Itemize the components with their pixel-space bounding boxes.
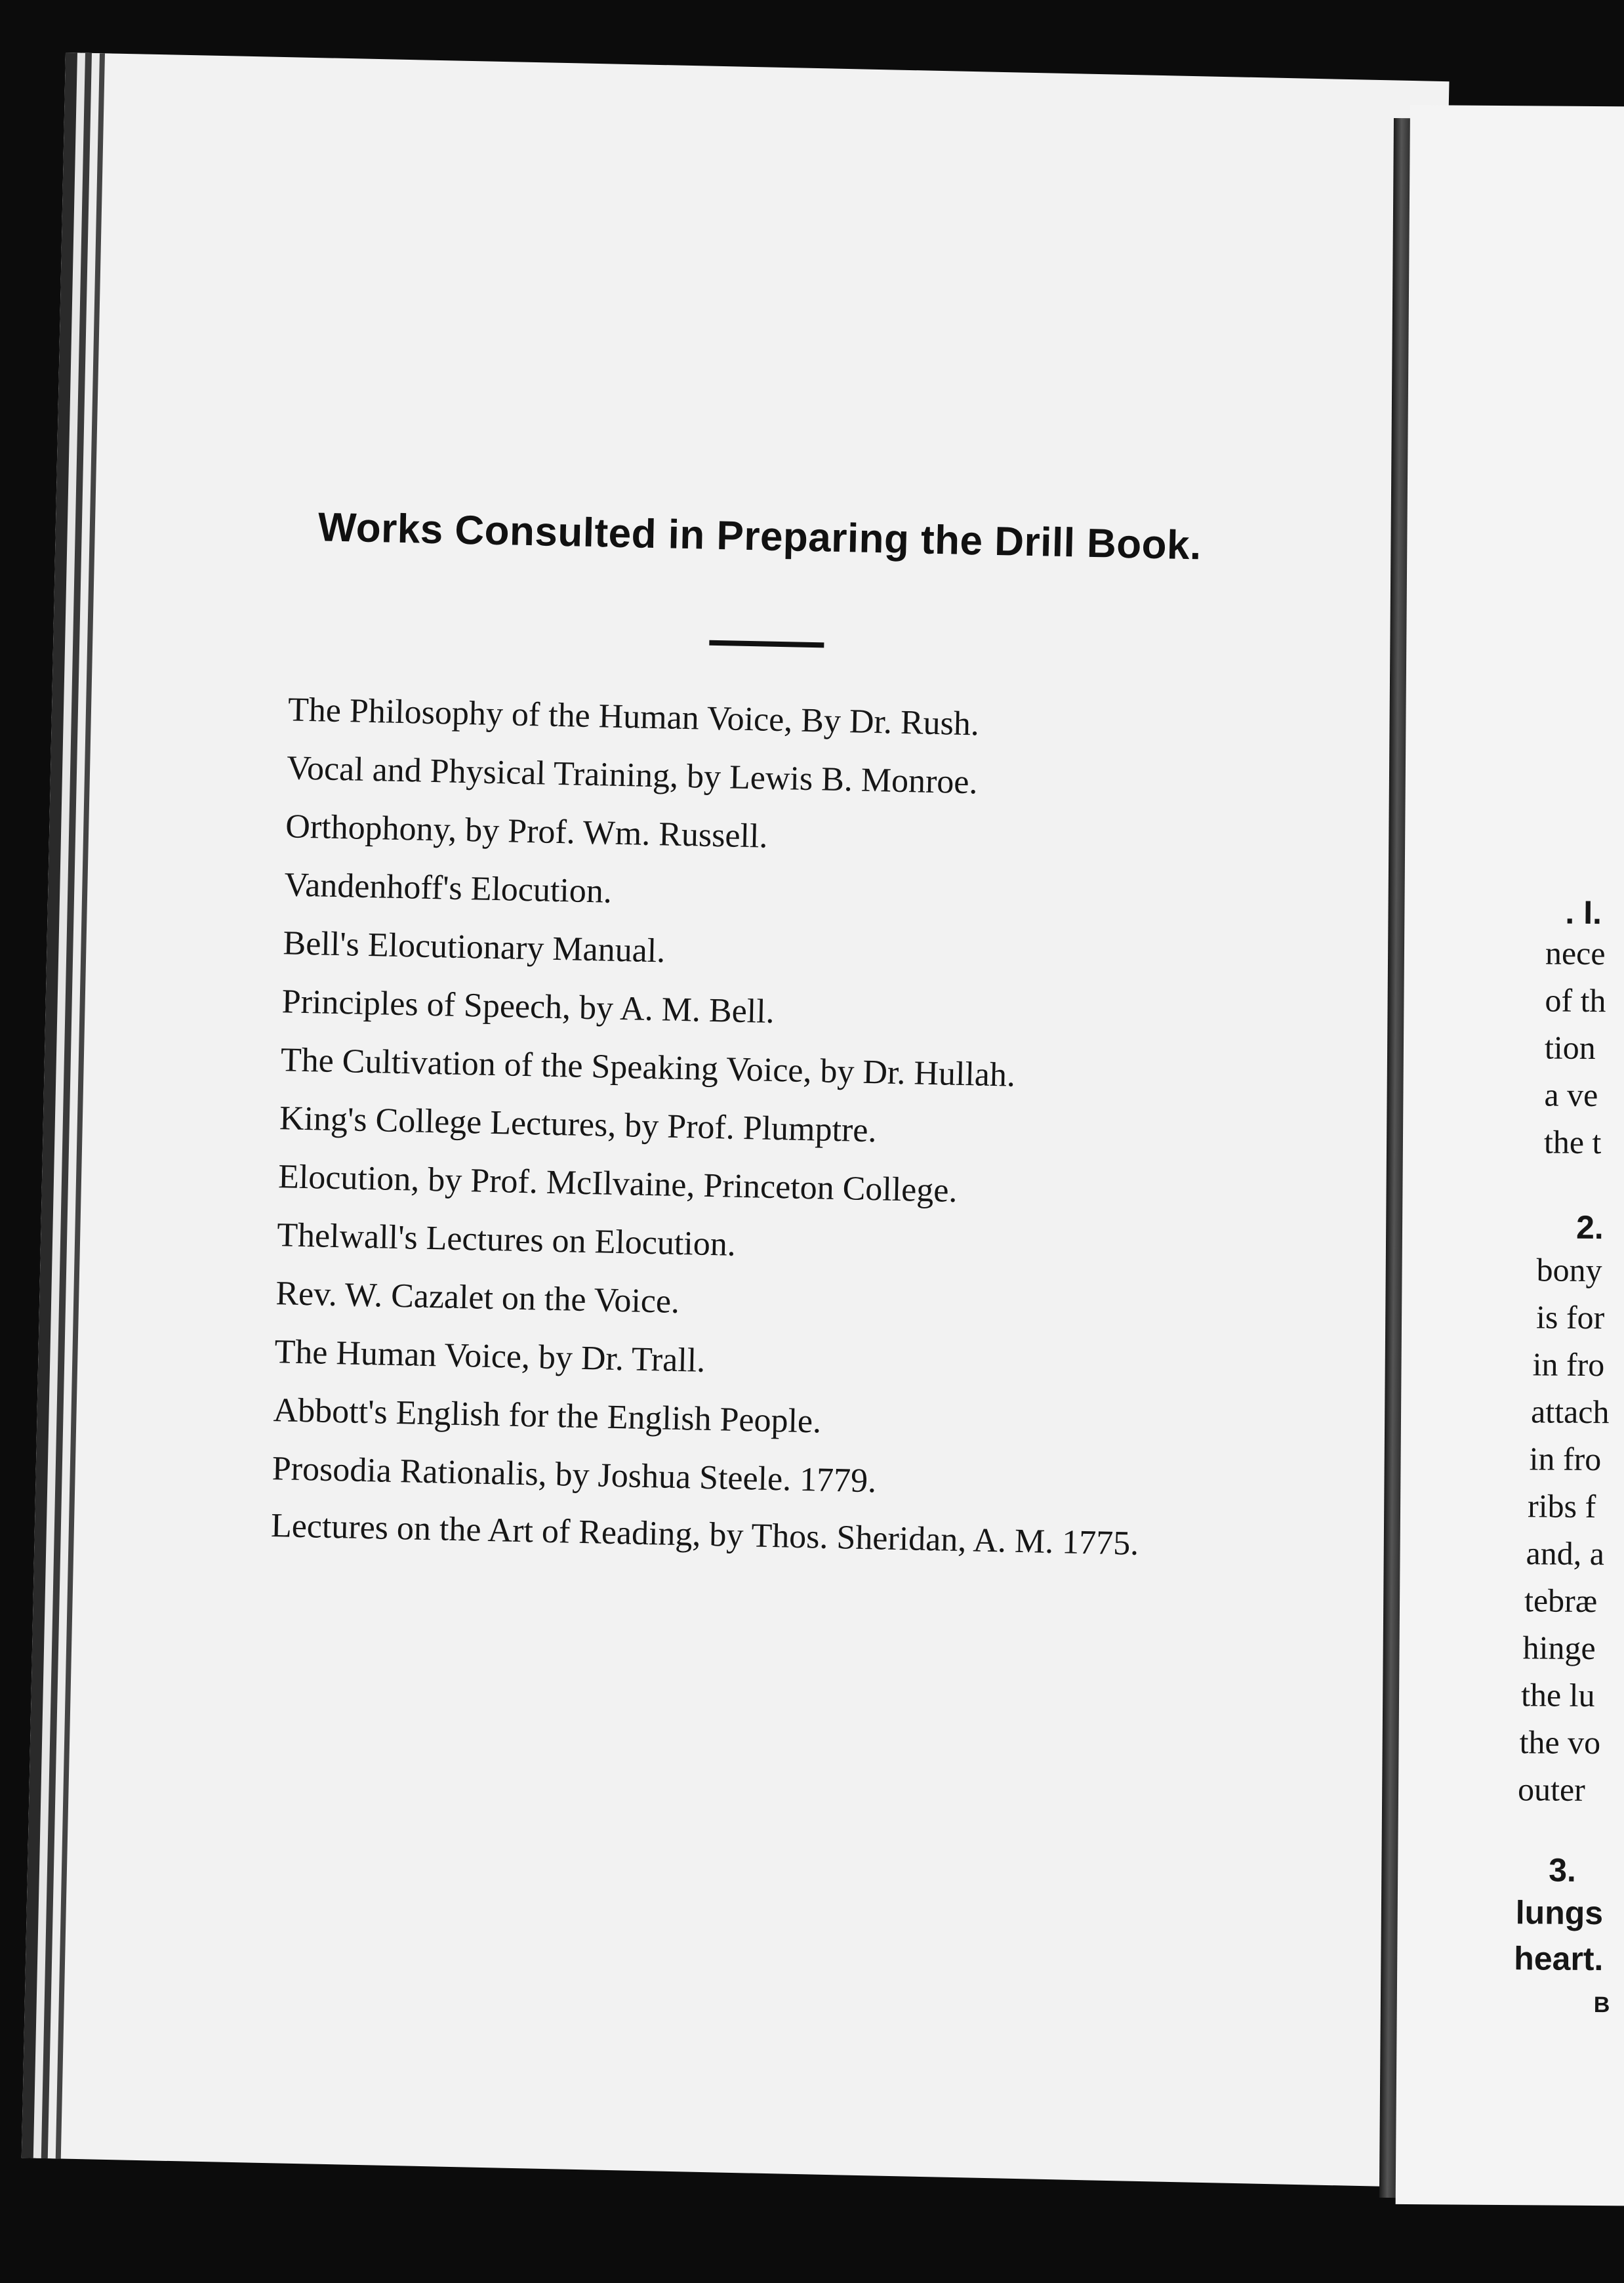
list-item: The Philosophy of the Human Voice, By Dr. Rush.: [287, 691, 980, 743]
list-item: Abbott's English for the English People.: [273, 1391, 822, 1441]
right-page: [1396, 105, 1624, 2206]
left-page: [22, 52, 1450, 2187]
right-page-fragment: the lu: [1520, 1676, 1595, 1714]
list-item: The Cultivation of the Speaking Voice, by Dr. Hullah.: [280, 1041, 1016, 1094]
list-item: Vocal and Physical Training, by Lewis B. Monroe.: [286, 749, 979, 802]
list-item: Lectures on the Art of Reading, by Thos. Sheridan, A. M. 1775.: [270, 1507, 1139, 1563]
right-page-fragment: the vo: [1519, 1723, 1601, 1761]
right-page-fragment: in fro: [1529, 1440, 1602, 1478]
right-page-fragment: tebræ: [1524, 1582, 1598, 1620]
right-page-fragment: in fro: [1532, 1346, 1605, 1384]
right-page-fragment: a ve: [1544, 1076, 1598, 1114]
list-item: Thelwall's Lectures on Elocution.: [276, 1216, 737, 1264]
right-page-fragment: of th: [1545, 981, 1606, 1019]
works-list: [270, 680, 1272, 1568]
right-page-fragment: outer: [1517, 1771, 1586, 1808]
list-item: Principles of Speech, by A. M. Bell.: [281, 983, 775, 1031]
right-page-fragment: . I.: [1565, 894, 1602, 932]
right-page-fragment: heart.: [1514, 1940, 1604, 1978]
right-page-fragment: 2.: [1575, 1208, 1604, 1246]
right-page-fragment: nece: [1545, 934, 1606, 972]
list-item: Prosodia Rationalis, by Joshua Steele. 1779.: [272, 1450, 877, 1500]
right-page-fragment: is for: [1535, 1298, 1605, 1336]
right-page-fragment: hinge: [1522, 1629, 1596, 1667]
right-page-fragment: attach: [1530, 1393, 1610, 1431]
list-item: Vandenhoff's Elocution.: [283, 866, 613, 911]
page-title: Works Consulted in Preparing the Drill Book.: [317, 504, 1202, 569]
list-item: Elocution, by Prof. McIlvaine, Princeton College.: [277, 1158, 958, 1210]
title-rule: [709, 640, 824, 648]
right-page-fragment: bony: [1536, 1251, 1602, 1289]
list-item: Bell's Elocutionary Manual.: [283, 924, 666, 970]
right-page-fragment: tion: [1544, 1029, 1596, 1067]
right-page-fragment: the t: [1543, 1123, 1602, 1161]
right-page-fragment: 3.: [1549, 1851, 1577, 1889]
list-item: Rev. W. Cazalet on the Voice.: [275, 1275, 680, 1321]
right-page-fragment: ribs f: [1527, 1487, 1596, 1525]
right-page-fragment: lungs: [1515, 1894, 1604, 1932]
list-item: Orthophony, by Prof. Wm. Russell.: [285, 808, 769, 855]
list-item: King's College Lectures, by Prof. Plumptre.: [279, 1100, 878, 1150]
right-page-fragment: and, a: [1526, 1534, 1605, 1573]
right-page-fragment: B: [1593, 1992, 1610, 2018]
list-item: The Human Voice, by Dr. Trall.: [274, 1333, 706, 1380]
